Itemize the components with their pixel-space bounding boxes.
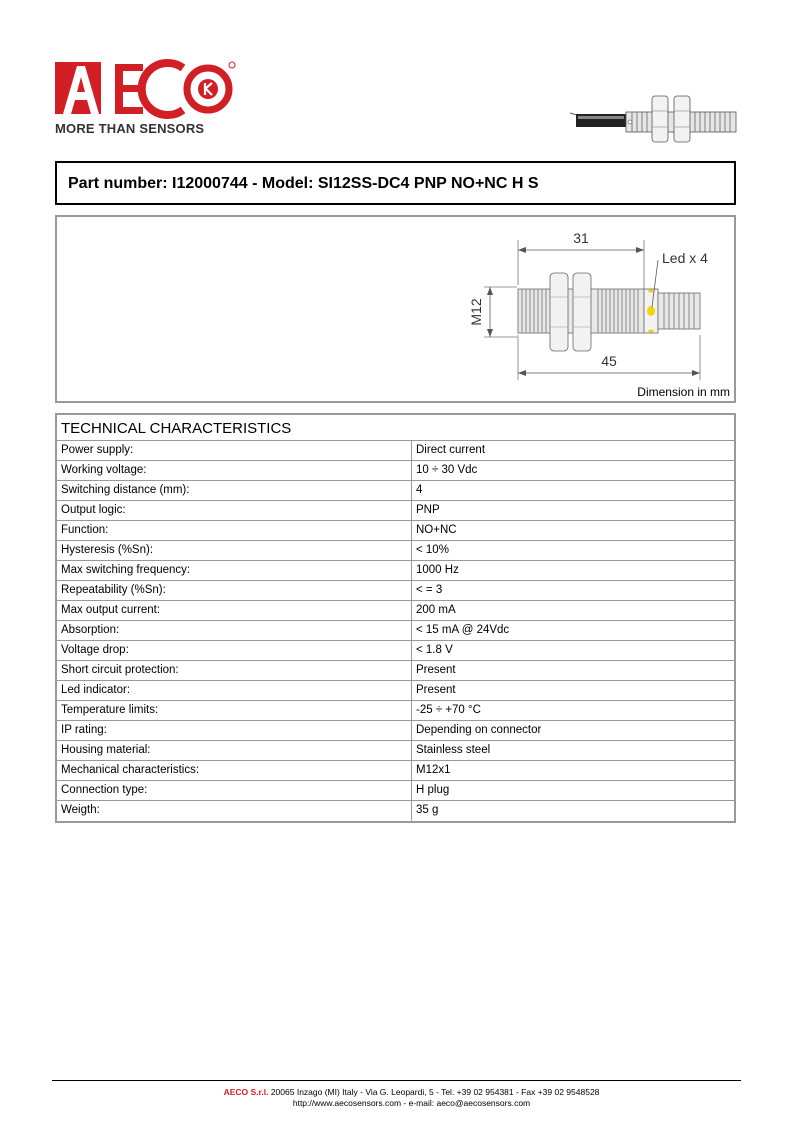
footer-company: AECO S.r.l. (223, 1087, 269, 1097)
table-row (57, 581, 734, 601)
dimension-note: Dimension in mm (637, 385, 730, 399)
page-title: Part number: I12000744 - Model: SI12SS-DC4 PNP NO+NC H S (68, 175, 539, 192)
sensor-dimension-drawing-icon (462, 225, 742, 385)
footer-address (0, 1087, 793, 1097)
row-value: -25 ÷ +70 °C (416, 704, 481, 716)
row-label: Max switching frequency: (57, 561, 412, 580)
row-value: 35 g (416, 804, 439, 816)
row-label: Led indicator: (57, 681, 412, 700)
row-value: < 10% (416, 544, 449, 556)
row-value: H plug (416, 784, 450, 796)
table-row (57, 661, 734, 681)
row-label: Weigth: (57, 801, 412, 821)
table-row (57, 501, 734, 521)
row-label: Power supply: (57, 441, 412, 460)
row-label: IP rating: (57, 721, 412, 740)
table-row (57, 741, 734, 761)
row-label: Repeatability (%Sn): (57, 581, 412, 600)
row-value: < 15 mA @ 24Vdc (416, 624, 510, 636)
row-label: Switching distance (mm): (57, 481, 412, 500)
row-label: Connection type: (57, 781, 412, 800)
dimension-drawing (55, 215, 736, 403)
table-row (57, 521, 734, 541)
table-row (57, 801, 734, 821)
dim-side-label: M12 (468, 298, 484, 326)
row-value: Stainless steel (416, 744, 491, 756)
dim-bottom-label: 45 (601, 353, 617, 369)
footer-divider (52, 1080, 741, 1081)
table-row (57, 441, 734, 461)
row-value: 4 (416, 484, 423, 496)
table-row (57, 601, 734, 621)
footer-address-text: 20065 Inzago (MI) Italy - Via G. Leopardi, 5 - Tel. +39 02 954381 - Fax +39 02 9548528 (268, 1087, 600, 1097)
row-value: Present (416, 684, 456, 696)
row-label: Working voltage: (57, 461, 412, 480)
table-row (57, 681, 734, 701)
table-row (57, 721, 734, 741)
row-label: Voltage drop: (57, 641, 412, 660)
row-value: < 1.8 V (416, 644, 453, 656)
logo-tagline: MORE THAN SENSORS (55, 121, 205, 136)
table-row (57, 541, 734, 561)
technical-characteristics-table (55, 413, 736, 823)
table-row (57, 461, 734, 481)
row-label: Housing material: (57, 741, 412, 760)
row-label: Max output current: (57, 601, 412, 620)
table-row (57, 481, 734, 501)
table-heading: TECHNICAL CHARACTERISTICS (57, 415, 734, 441)
table-row (57, 621, 734, 641)
row-label: Short circuit protection: (57, 661, 412, 680)
row-value: Direct current (416, 444, 486, 456)
row-value: 10 ÷ 30 Vdc (416, 464, 478, 476)
row-label: Function: (57, 521, 412, 540)
row-value: 1000 Hz (416, 564, 459, 576)
title-box (55, 161, 736, 205)
row-value: 200 mA (416, 604, 456, 616)
table-row (57, 761, 734, 781)
table-row (57, 781, 734, 801)
sensor-cable-icon (570, 92, 745, 144)
dim-top-label: 31 (573, 230, 589, 246)
row-label: Mechanical characteristics: (57, 761, 412, 780)
row-label: Output logic: (57, 501, 412, 520)
row-value: Depending on connector (416, 724, 542, 736)
row-value: Present (416, 664, 456, 676)
table-row (57, 701, 734, 721)
table-row (57, 641, 734, 661)
row-value: PNP (416, 504, 440, 516)
row-label: Temperature limits: (57, 701, 412, 720)
row-label: Absorption: (57, 621, 412, 640)
footer-contact: http://www.aecosensors.com - e-mail: aeco@aecosensors.com (292, 1098, 531, 1108)
row-value: < = 3 (416, 584, 443, 596)
row-label: Hysteresis (%Sn): (57, 541, 412, 560)
row-value: M12x1 (416, 764, 451, 776)
row-value: NO+NC (416, 524, 457, 536)
table-row (57, 561, 734, 581)
led-label: Led x 4 (662, 250, 708, 266)
